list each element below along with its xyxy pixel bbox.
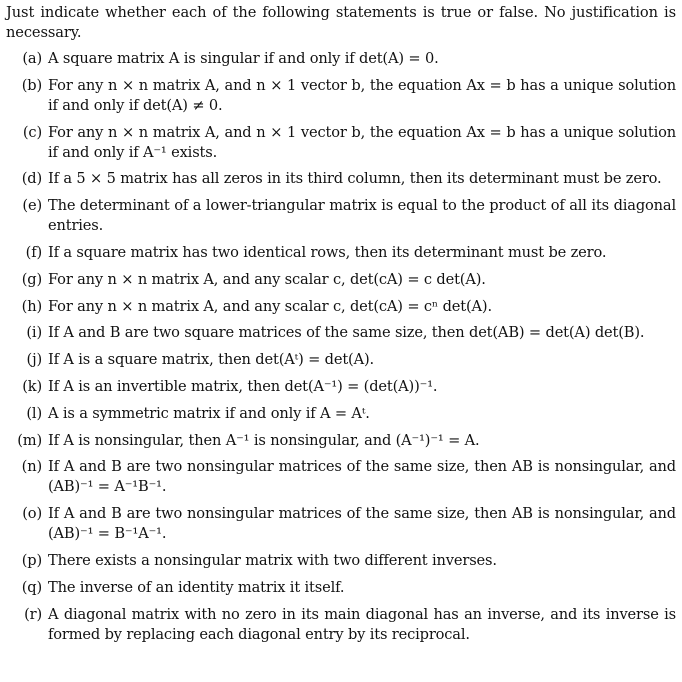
statement-label: (p) [21,551,42,569]
statement-item [6,323,676,343]
statement-text: If A is nonsingular, then A⁻¹ is nonsingular, and (A⁻¹)⁻¹ = A. [48,431,480,449]
statement-text: If A is a square matrix, then det(Aᵗ) = det(A). [48,351,375,369]
statement-label: (n) [21,458,42,476]
statement-item [6,76,676,116]
statement-text: A is a symmetric matrix if and only if A = Aᵗ. [48,404,370,422]
statement-text: For any n × n matrix A, and any scalar c, det(cA) = c det(A). [48,270,486,288]
statement-label: (h) [21,297,42,315]
statement-item [6,504,676,544]
statement-label: (l) [26,404,42,422]
statement-text: A diagonal matrix with no zero in its main diagonal has an inverse, and its inverse is formed by replacing each diagonal entry by its reciprocal. [48,605,676,643]
statement-item [6,431,676,451]
statement-item [6,270,676,290]
statement-label: (d) [21,170,42,188]
statement-item [6,243,676,263]
statement-item [6,49,676,69]
statement-item [6,605,676,645]
statement-text: If A is an invertible matrix, then det(A⁻¹) = (det(A))⁻¹. [48,377,438,395]
statement-list [6,49,676,645]
statement-label: (r) [24,605,42,623]
statement-item [6,196,676,236]
statement-label: (k) [22,377,42,395]
statement-label: (b) [21,76,42,94]
statement-label: (m) [17,431,42,449]
statement-text: The inverse of an identity matrix it itself. [48,578,345,596]
statement-label: (e) [22,197,42,215]
statement-label: (j) [26,351,42,369]
statement-item [6,350,676,370]
statement-text: There exists a nonsingular matrix with two different inverses. [48,551,497,569]
statement-label: (q) [21,578,42,596]
statement-label: (c) [22,123,42,141]
statement-text: A square matrix A is singular if and only if det(A) = 0. [48,50,439,67]
statement-item [6,297,676,317]
statement-item [6,377,676,397]
statement-text: For any n × n matrix A, and any scalar c, det(cA) = cⁿ det(A). [48,297,492,315]
statement-label: (i) [26,324,42,342]
instructions-text: Just indicate whether each of the following statements is true or false. No justification is necessary. [6,4,676,41]
statement-label: (g) [21,270,42,288]
statement-text: If a square matrix has two identical rows, then its determinant must be zero. [48,243,607,261]
statement-item [6,404,676,424]
statement-text: For any n × n matrix A, and n × 1 vector b, the equation Ax = b has a unique solution if and only if A⁻¹ exists. [48,123,676,161]
statement-text: For any n × n matrix A, and n × 1 vector b, the equation Ax = b has a unique solution if and only if det(A) ≠ 0. [48,76,676,114]
statement-text: The determinant of a lower-triangular matrix is equal to the product of all its diagonal entries. [48,197,676,235]
statement-text: If A and B are two nonsingular matrices of the same size, then AB is nonsingular, and (AB)⁻¹ = B⁻¹A⁻¹. [48,505,676,543]
statement-label: (a) [22,50,42,67]
statement-item [6,551,676,571]
statement-label: (o) [22,505,42,523]
statement-text: If A and B are two nonsingular matrices of the same size, then AB is nonsingular, and (AB)⁻¹ = A⁻¹B⁻¹. [48,458,676,496]
statement-text: If A and B are two square matrices of the same size, then det(AB) = det(A) det(B). [48,324,645,342]
statement-item [6,578,676,598]
statement-item [6,457,676,497]
statement-item [6,123,676,163]
statement-label: (f) [25,243,42,261]
statement-item [6,169,676,189]
statement-text: If a 5 × 5 matrix has all zeros in its third column, then its determinant must be zero. [48,170,662,188]
